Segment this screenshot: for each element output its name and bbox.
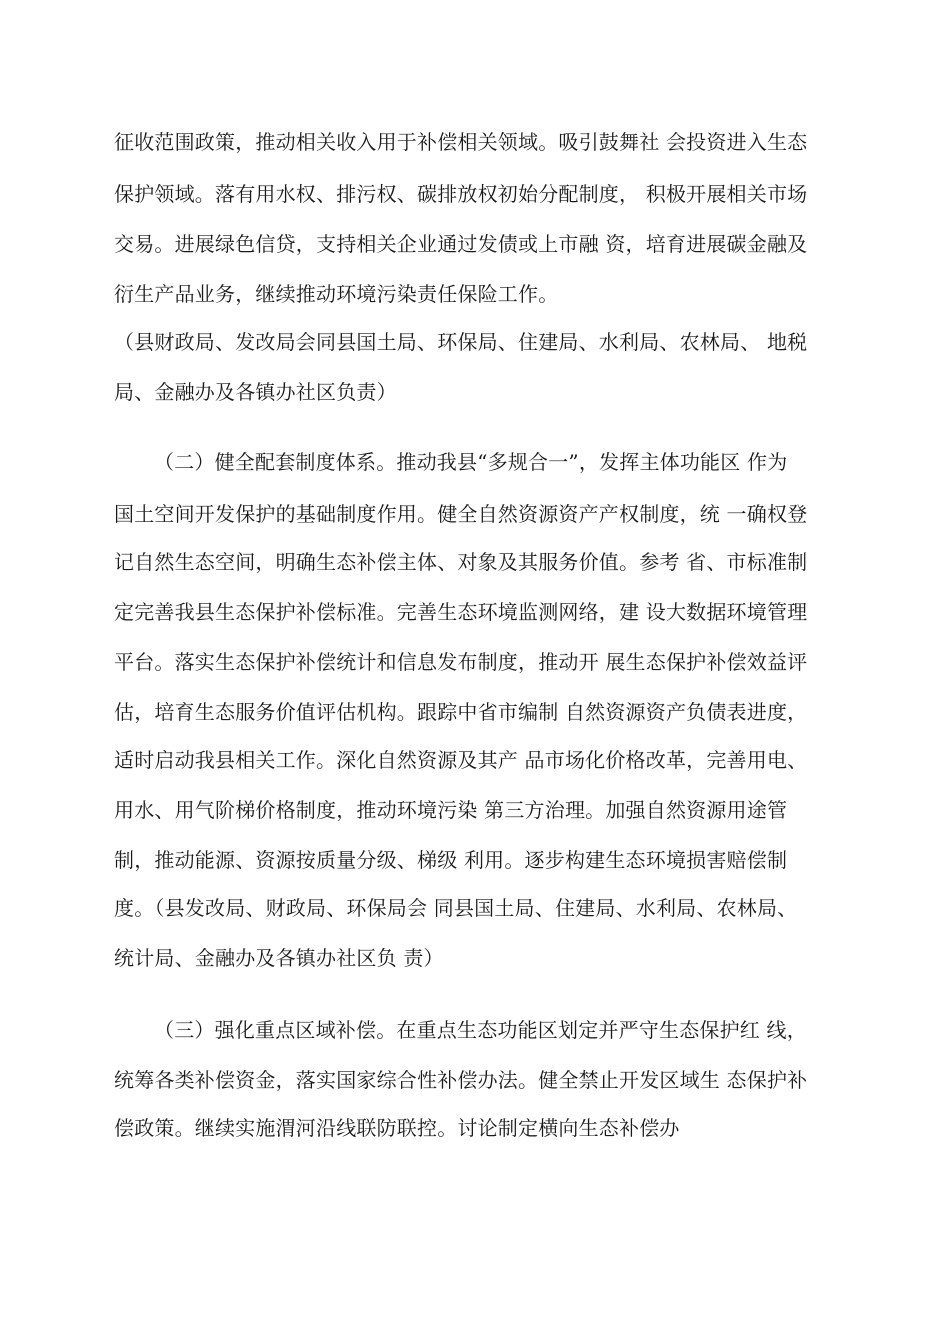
text-line: 度。（县发改局、财政局、环保局会 同县国土局、住建局、水利局、农林局、 [114, 896, 798, 920]
text-line: 定完善我县生态保护补偿标准。完善生态环境监测网络，建 设大数据环境管理 [114, 600, 808, 624]
text-line: 衍生产品业务，继续推动环境污染责任保险工作。 [114, 282, 559, 306]
text-line: 记自然生态空间，明确生态补偿主体、对象及其服务价值。参考 省、市标准制 [114, 550, 808, 574]
text-line: 交易。进展绿色信贷，支持相关企业通过发债或上市融 资，培育进展碳金融及 [114, 232, 808, 256]
text-line: 局、金融办及各镇办社区负责） [114, 380, 397, 404]
text-line: 适时启动我县相关工作。深化自然资源及其产 品市场化价格改革，完善用电、 [114, 748, 808, 772]
text-line: 统筹各类补偿资金，落实国家综合性补偿办法。健全禁止开发区域生 态保护补 [114, 1068, 808, 1092]
text-line: 征收范围政策，推动相关收入用于补偿相关领域。吸引鼓舞社 会投资进入生态 [114, 130, 808, 154]
text-line: 估，培育生态服务价值评估机构。跟踪中省市编制 自然资源资产负债表进度， [114, 700, 808, 724]
text-line: 偿政策。继续实施渭河沿线联防联控。讨论制定横向生态补偿办 [114, 1116, 680, 1140]
text-line: 国土空间开发保护的基础制度作用。健全自然资源资产产权制度，统 一确权登 [114, 502, 808, 526]
text-line: （县财政局、发改局会同县国土局、环保局、住建局、水利局、农林局、 地税 [114, 330, 808, 354]
paragraph-heading-line: （三）强化重点区域补偿。在重点生态功能区划定并严守生态保护红 线， [154, 1018, 807, 1042]
paragraph-heading-line: （二）健全配套制度体系。推动我县“多规合一”，发挥主体功能区 作为 [154, 450, 788, 474]
text-line: 平台。落实生态保护补偿统计和信息发布制度，推动开 展生态保护补偿效益评 [114, 650, 808, 674]
text-line: 统计局、金融办及各镇办社区负 责） [114, 946, 444, 970]
text-line: 保护领域。落有用水权、排污权、碳排放权初始分配制度， 积极开展相关市场 [114, 182, 808, 206]
text-line: 制，推动能源、资源按质量分级、梯级 利用。逐步构建生态环境损害赔偿制 [114, 848, 788, 872]
text-line: 用水、用气阶梯价格制度，推动环境污染 第三方治理。加强自然资源用途管 [114, 798, 788, 822]
